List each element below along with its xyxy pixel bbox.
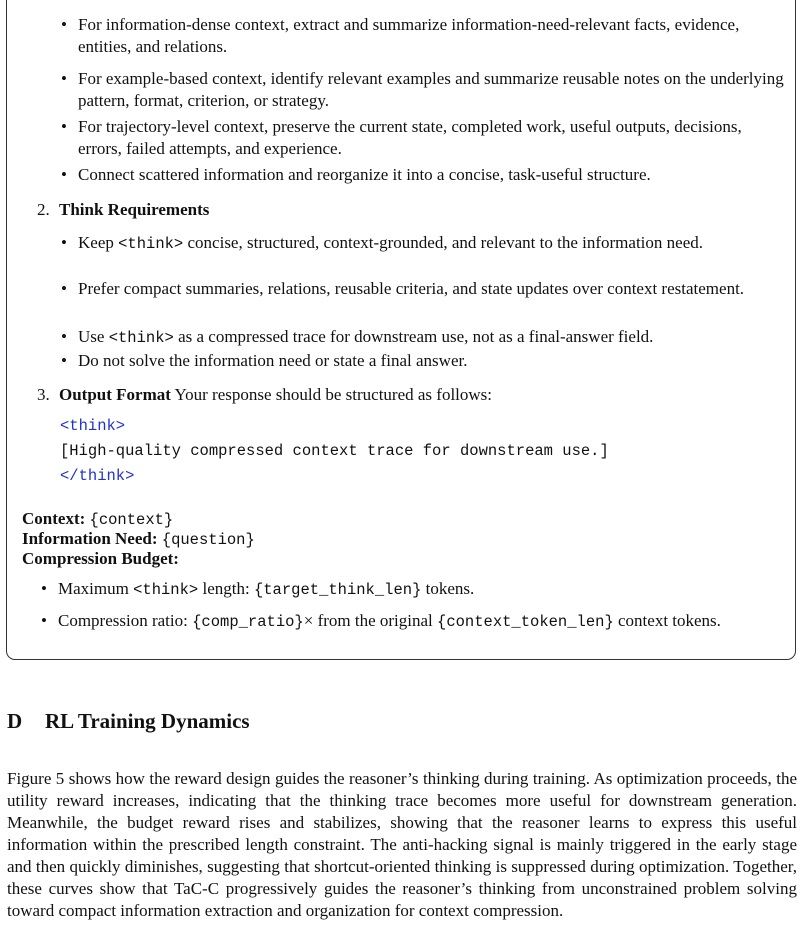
list-item: [61, 164, 786, 186]
bullet-text: Compression ratio: {comp_ratio}× from the original {context_token_len} context tokens.: [58, 611, 721, 631]
code-think-close: </think>: [60, 467, 135, 485]
list-item: [61, 326, 786, 349]
information-need-value: {question}: [161, 531, 255, 549]
context-value: {context}: [89, 511, 174, 529]
bullet-text: For example-based context, identify relevant examples and summarize reusable notes on the underlying pattern, format, criterion, or strategy.: [78, 69, 784, 110]
bullet-icon: •: [61, 165, 67, 184]
list-item: [61, 350, 786, 372]
item-title: Think Requirements: [59, 200, 210, 219]
bullet-icon: •: [61, 233, 67, 252]
section-heading: [7, 710, 250, 732]
bullet-icon: •: [61, 69, 67, 88]
list-item: [61, 278, 786, 300]
context-label: Context:: [22, 509, 86, 528]
bullet-icon: •: [61, 117, 67, 136]
compression-budget-label: Compression Budget:: [22, 549, 179, 568]
list-item: [61, 14, 786, 58]
bullet-icon: •: [61, 279, 67, 298]
bullet-text: Connect scattered information and reorganize it into a concise, task-useful structure.: [78, 165, 651, 184]
code-think-open: <think>: [60, 417, 126, 435]
list-item: [41, 578, 788, 601]
compression-budget-field: [22, 548, 179, 570]
bullet-text: Maximum <think> length: {target_think_len} tokens.: [58, 579, 475, 599]
list-item: [61, 116, 786, 160]
information-need-label: Information Need:: [22, 529, 158, 548]
bullet-text: Do not solve the information need or state a final answer.: [78, 351, 468, 370]
list-item: [41, 610, 788, 633]
list-item: [61, 232, 786, 255]
bullet-text: Keep <think> concise, structured, context-grounded, and relevant to the information need.: [78, 233, 703, 253]
paragraph-text: Figure 5 shows how the reward design guides the reasoner’s thinking during training. As optimization proceeds, the utility reward increases, indicating that the thinking trace becomes more useful for downstream generation. Meanwhile, the budget reward rises and stabilizes, showing that the reasoner learns to express this useful information within the prescribed length constraint. The anti-hacking signal is mainly triggered in the early stage and then quickly diminishes, suggesting that shortcut-oriented thinking is suppressed during optimization. Together, these curves show that TaC-C progressively guides the reasoner’s thinking from unconstrained problem solving toward compact information extraction and organization for context compression.: [7, 769, 797, 920]
item-number: 2.: [37, 200, 50, 219]
bullet-icon: •: [41, 579, 47, 598]
section-paragraph: [7, 768, 797, 922]
section-title: RL Training Dynamics: [45, 709, 250, 733]
code-body: [High-quality compressed context trace for downstream use.]: [60, 442, 609, 460]
bullet-icon: •: [41, 611, 47, 630]
section-number: D: [7, 709, 23, 733]
bullet-icon: •: [61, 351, 67, 370]
bullet-text: Use <think> as a compressed trace for downstream use, not as a final-answer field.: [78, 327, 654, 347]
item-title: Output Format: [59, 385, 171, 404]
bullet-text: Prefer compact summaries, relations, reusable criteria, and state updates over context restatement.: [78, 279, 745, 298]
bullet-icon: •: [61, 327, 67, 346]
item-number: 3.: [37, 385, 50, 404]
bullet-text: For information-dense context, extract and summarize information-need-relevant facts, evidence, entities, and relations.: [78, 15, 740, 56]
bullet-icon: •: [61, 15, 67, 34]
item-text: Your response should be structured as follows:: [170, 385, 493, 404]
list-item: [61, 68, 786, 112]
bullet-text: For trajectory-level context, preserve the current state, completed work, useful outputs, decisions, errors, failed attempts, and experience.: [78, 117, 742, 158]
